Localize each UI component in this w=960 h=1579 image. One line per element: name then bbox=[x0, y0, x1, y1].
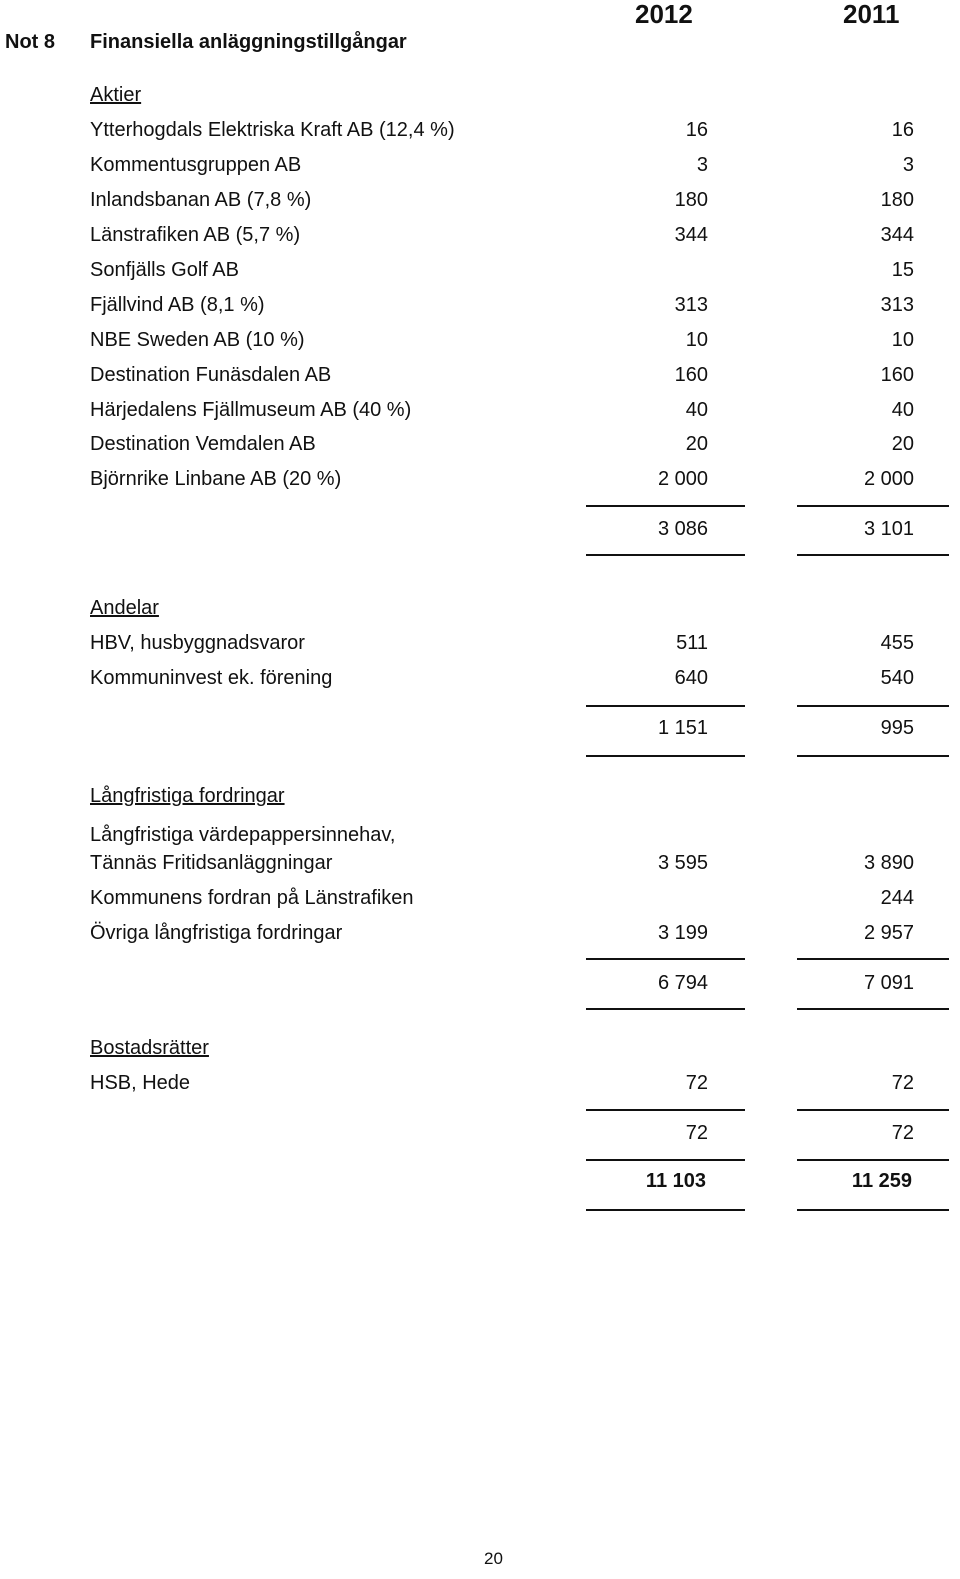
row-label: Övriga långfristiga fordringar bbox=[90, 922, 343, 944]
rule-line bbox=[797, 958, 949, 960]
subtotal-aktier-2011: 3 101 bbox=[863, 518, 914, 540]
row-value-2011: 10 bbox=[891, 329, 914, 351]
rule-line bbox=[797, 505, 949, 507]
row-value-2011: 244 bbox=[880, 887, 914, 909]
row-label: Inlandsbanan AB (7,8 %) bbox=[90, 189, 312, 211]
row-value-2012: 72 bbox=[685, 1072, 708, 1094]
section-heading-fordringar: Långfristiga fordringar bbox=[90, 785, 285, 807]
row-value-2012: 160 bbox=[674, 364, 708, 386]
row-value-2011: 3 bbox=[902, 154, 914, 176]
row-value-2012: 3 595 bbox=[657, 852, 708, 874]
rule-line bbox=[797, 1209, 949, 1211]
section-heading-bostadsratter: Bostadsrätter bbox=[90, 1037, 209, 1059]
grand-total-2011: 11 259 bbox=[851, 1170, 912, 1192]
row-value-2011: 2 957 bbox=[863, 922, 914, 944]
subtotal-andelar-2011: 995 bbox=[880, 717, 914, 739]
row-value-2012: 344 bbox=[674, 224, 708, 246]
note-title: Finansiella anläggningstillgångar bbox=[90, 31, 407, 53]
subtotal-fordringar-2012: 6 794 bbox=[657, 972, 708, 994]
row-value-2011: 540 bbox=[880, 667, 914, 689]
row-value-2012: 180 bbox=[674, 189, 708, 211]
rule-line bbox=[586, 1109, 745, 1111]
rule-line bbox=[586, 705, 745, 707]
rule-line bbox=[797, 705, 949, 707]
row-value-2012: 20 bbox=[685, 433, 708, 455]
row-value-2011: 2 000 bbox=[863, 468, 914, 490]
row-label: Tännäs Fritidsanläggningar bbox=[90, 852, 333, 874]
rule-line bbox=[797, 554, 949, 556]
row-value-2012: 3 bbox=[696, 154, 708, 176]
rule-line bbox=[797, 755, 949, 757]
rule-line bbox=[586, 505, 745, 507]
rule-line bbox=[586, 1159, 745, 1161]
subtotal-aktier-2012: 3 086 bbox=[657, 518, 708, 540]
row-label: Härjedalens Fjällmuseum AB (40 %) bbox=[90, 399, 412, 421]
rule-line bbox=[586, 1209, 745, 1211]
row-value-2011: 344 bbox=[880, 224, 914, 246]
row-label: Kommunens fordran på Länstrafiken bbox=[90, 887, 414, 909]
row-value-2012: 2 000 bbox=[657, 468, 708, 490]
rule-line bbox=[797, 1008, 949, 1010]
row-value-2012: 640 bbox=[674, 667, 708, 689]
rule-line bbox=[797, 1159, 949, 1161]
subtotal-bostadsratter-2012: 72 bbox=[685, 1122, 708, 1144]
row-value-2011: 160 bbox=[880, 364, 914, 386]
rule-line bbox=[797, 1109, 949, 1111]
rule-line bbox=[586, 755, 745, 757]
page-number: 20 bbox=[484, 1549, 503, 1568]
row-label: Kommentusgruppen AB bbox=[90, 154, 302, 176]
row-label: Sonfjälls Golf AB bbox=[90, 259, 239, 281]
subtotal-bostadsratter-2011: 72 bbox=[891, 1122, 914, 1144]
row-label: NBE Sweden AB (10 %) bbox=[90, 329, 305, 351]
row-value-2011: 313 bbox=[880, 294, 914, 316]
row-value-2012: 511 bbox=[676, 632, 708, 654]
row-label: Björnrike Linbane AB (20 %) bbox=[90, 468, 342, 490]
row-value-2011: 15 bbox=[891, 259, 914, 281]
subtotal-fordringar-2011: 7 091 bbox=[863, 972, 914, 994]
rule-line bbox=[586, 554, 745, 556]
row-label: Länstrafiken AB (5,7 %) bbox=[90, 224, 301, 246]
row-label-line1: Långfristiga värdepappersinnehav, bbox=[90, 824, 396, 846]
row-label: Destination Vemdalen AB bbox=[90, 433, 316, 455]
row-value-2011: 3 890 bbox=[863, 852, 914, 874]
row-value-2012: 3 199 bbox=[657, 922, 708, 944]
rule-line bbox=[586, 958, 745, 960]
year-2012-header: 2012 bbox=[635, 0, 693, 29]
row-value-2011: 180 bbox=[880, 189, 914, 211]
row-label: HBV, husbyggnadsvaror bbox=[90, 632, 305, 654]
section-heading-andelar: Andelar bbox=[90, 597, 159, 619]
row-label: HSB, Hede bbox=[90, 1072, 191, 1094]
rule-line bbox=[586, 1008, 745, 1010]
row-label: Kommuninvest ek. förening bbox=[90, 667, 333, 689]
row-value-2011: 455 bbox=[880, 632, 914, 654]
row-value-2012: 313 bbox=[674, 294, 708, 316]
row-value-2011: 40 bbox=[891, 399, 914, 421]
row-value-2012: 10 bbox=[685, 329, 708, 351]
row-value-2012: 16 bbox=[685, 119, 708, 141]
section-heading-aktier: Aktier bbox=[90, 84, 142, 106]
row-value-2011: 72 bbox=[891, 1072, 914, 1094]
row-value-2011: 16 bbox=[891, 119, 914, 141]
grand-total-2012: 11 103 bbox=[645, 1170, 706, 1192]
year-2011-header: 2011 bbox=[843, 0, 900, 29]
row-label: Fjällvind AB (8,1 %) bbox=[90, 294, 265, 316]
note-label: Not 8 bbox=[5, 31, 55, 53]
row-label: Ytterhogdals Elektriska Kraft AB (12,4 %) bbox=[90, 119, 455, 141]
row-value-2012: 40 bbox=[685, 399, 708, 421]
row-value-2011: 20 bbox=[891, 433, 914, 455]
row-label: Destination Funäsdalen AB bbox=[90, 364, 332, 386]
subtotal-andelar-2012: 1 151 bbox=[657, 717, 708, 739]
